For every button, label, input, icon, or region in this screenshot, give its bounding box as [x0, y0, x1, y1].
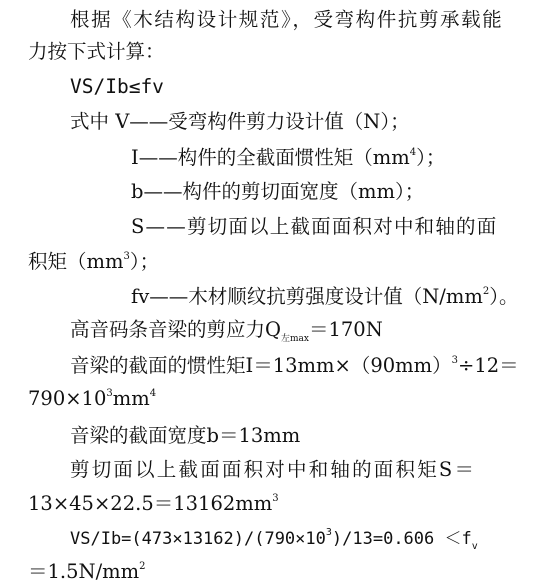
text-line-9 — [131, 285, 519, 309]
text-line-8 — [28, 250, 159, 274]
line16-tail: )/13=0.606 ＜f — [331, 529, 472, 549]
line8-tail: ）； — [129, 250, 160, 273]
formula-line: VS/Ib≤fv — [70, 75, 164, 98]
line8-text: 积矩（mm — [28, 250, 124, 273]
line9-sup: 2 — [482, 286, 490, 297]
line8-sup: 3 — [123, 251, 130, 262]
text-line-14: 剪切面以上截面面积对中和轴的面积矩S＝ — [70, 458, 477, 481]
line10-text: 高音码条音梁的剪应力Q — [70, 318, 281, 341]
text-line-13: 音梁的截面宽度b＝13mm — [70, 424, 301, 447]
line9-text: fv——木材顺纹抗剪强度设计值（N/mm — [131, 285, 483, 308]
line12-sup-2: 4 — [149, 388, 157, 399]
text-line-5 — [131, 146, 445, 170]
text-line-15 — [28, 492, 279, 516]
text-line-1: 根据《木结构设计规范》，受弯构件抗剪承载能 — [70, 8, 504, 31]
text-line-16 — [70, 527, 478, 551]
text-line-6: b——构件的剪切面宽度（mm）； — [131, 180, 425, 203]
text-line-2: 力按下式计算： — [28, 40, 165, 63]
line15-sup: 3 — [272, 493, 279, 504]
line17-text: ＝1.5N/mm — [28, 560, 140, 583]
line5-tail: ）； — [416, 146, 446, 169]
line16-sup: 3 — [325, 527, 332, 538]
text-line-12 — [28, 387, 156, 411]
line5-text: I——构件的全截面惯性矩（mm — [131, 146, 410, 169]
text-line-4: 式中 V——受弯构件剪力设计值（N）； — [70, 110, 410, 133]
line12-sup-1: 3 — [106, 388, 113, 399]
line12-text: 790×10 — [28, 387, 107, 410]
line10-sub: 左max — [281, 334, 309, 344]
line16-text: VS/Ib=(473×13162)/(790×10 — [70, 529, 326, 549]
text-line-11 — [70, 354, 519, 378]
line16-sub: v — [471, 541, 478, 552]
line5-sup: 4 — [409, 147, 417, 158]
line15-text: 13×45×22.5＝13162mm — [28, 492, 273, 515]
line11-tail: ÷12＝ — [458, 354, 519, 377]
line17-sup: 2 — [139, 561, 146, 572]
text-line-10 — [70, 318, 383, 342]
text-line-17 — [28, 560, 146, 584]
line9-tail: ）。 — [489, 285, 519, 308]
line11-text: 音梁的截面的惯性矩I＝13mm×（90mm） — [70, 354, 452, 377]
line11-sup: 3 — [451, 355, 459, 366]
text-line-7: S——剪切面以上截面面积对中和轴的面 — [131, 215, 498, 238]
line10-tail: ＝170N — [308, 318, 383, 341]
line12-unit: mm — [112, 387, 150, 410]
